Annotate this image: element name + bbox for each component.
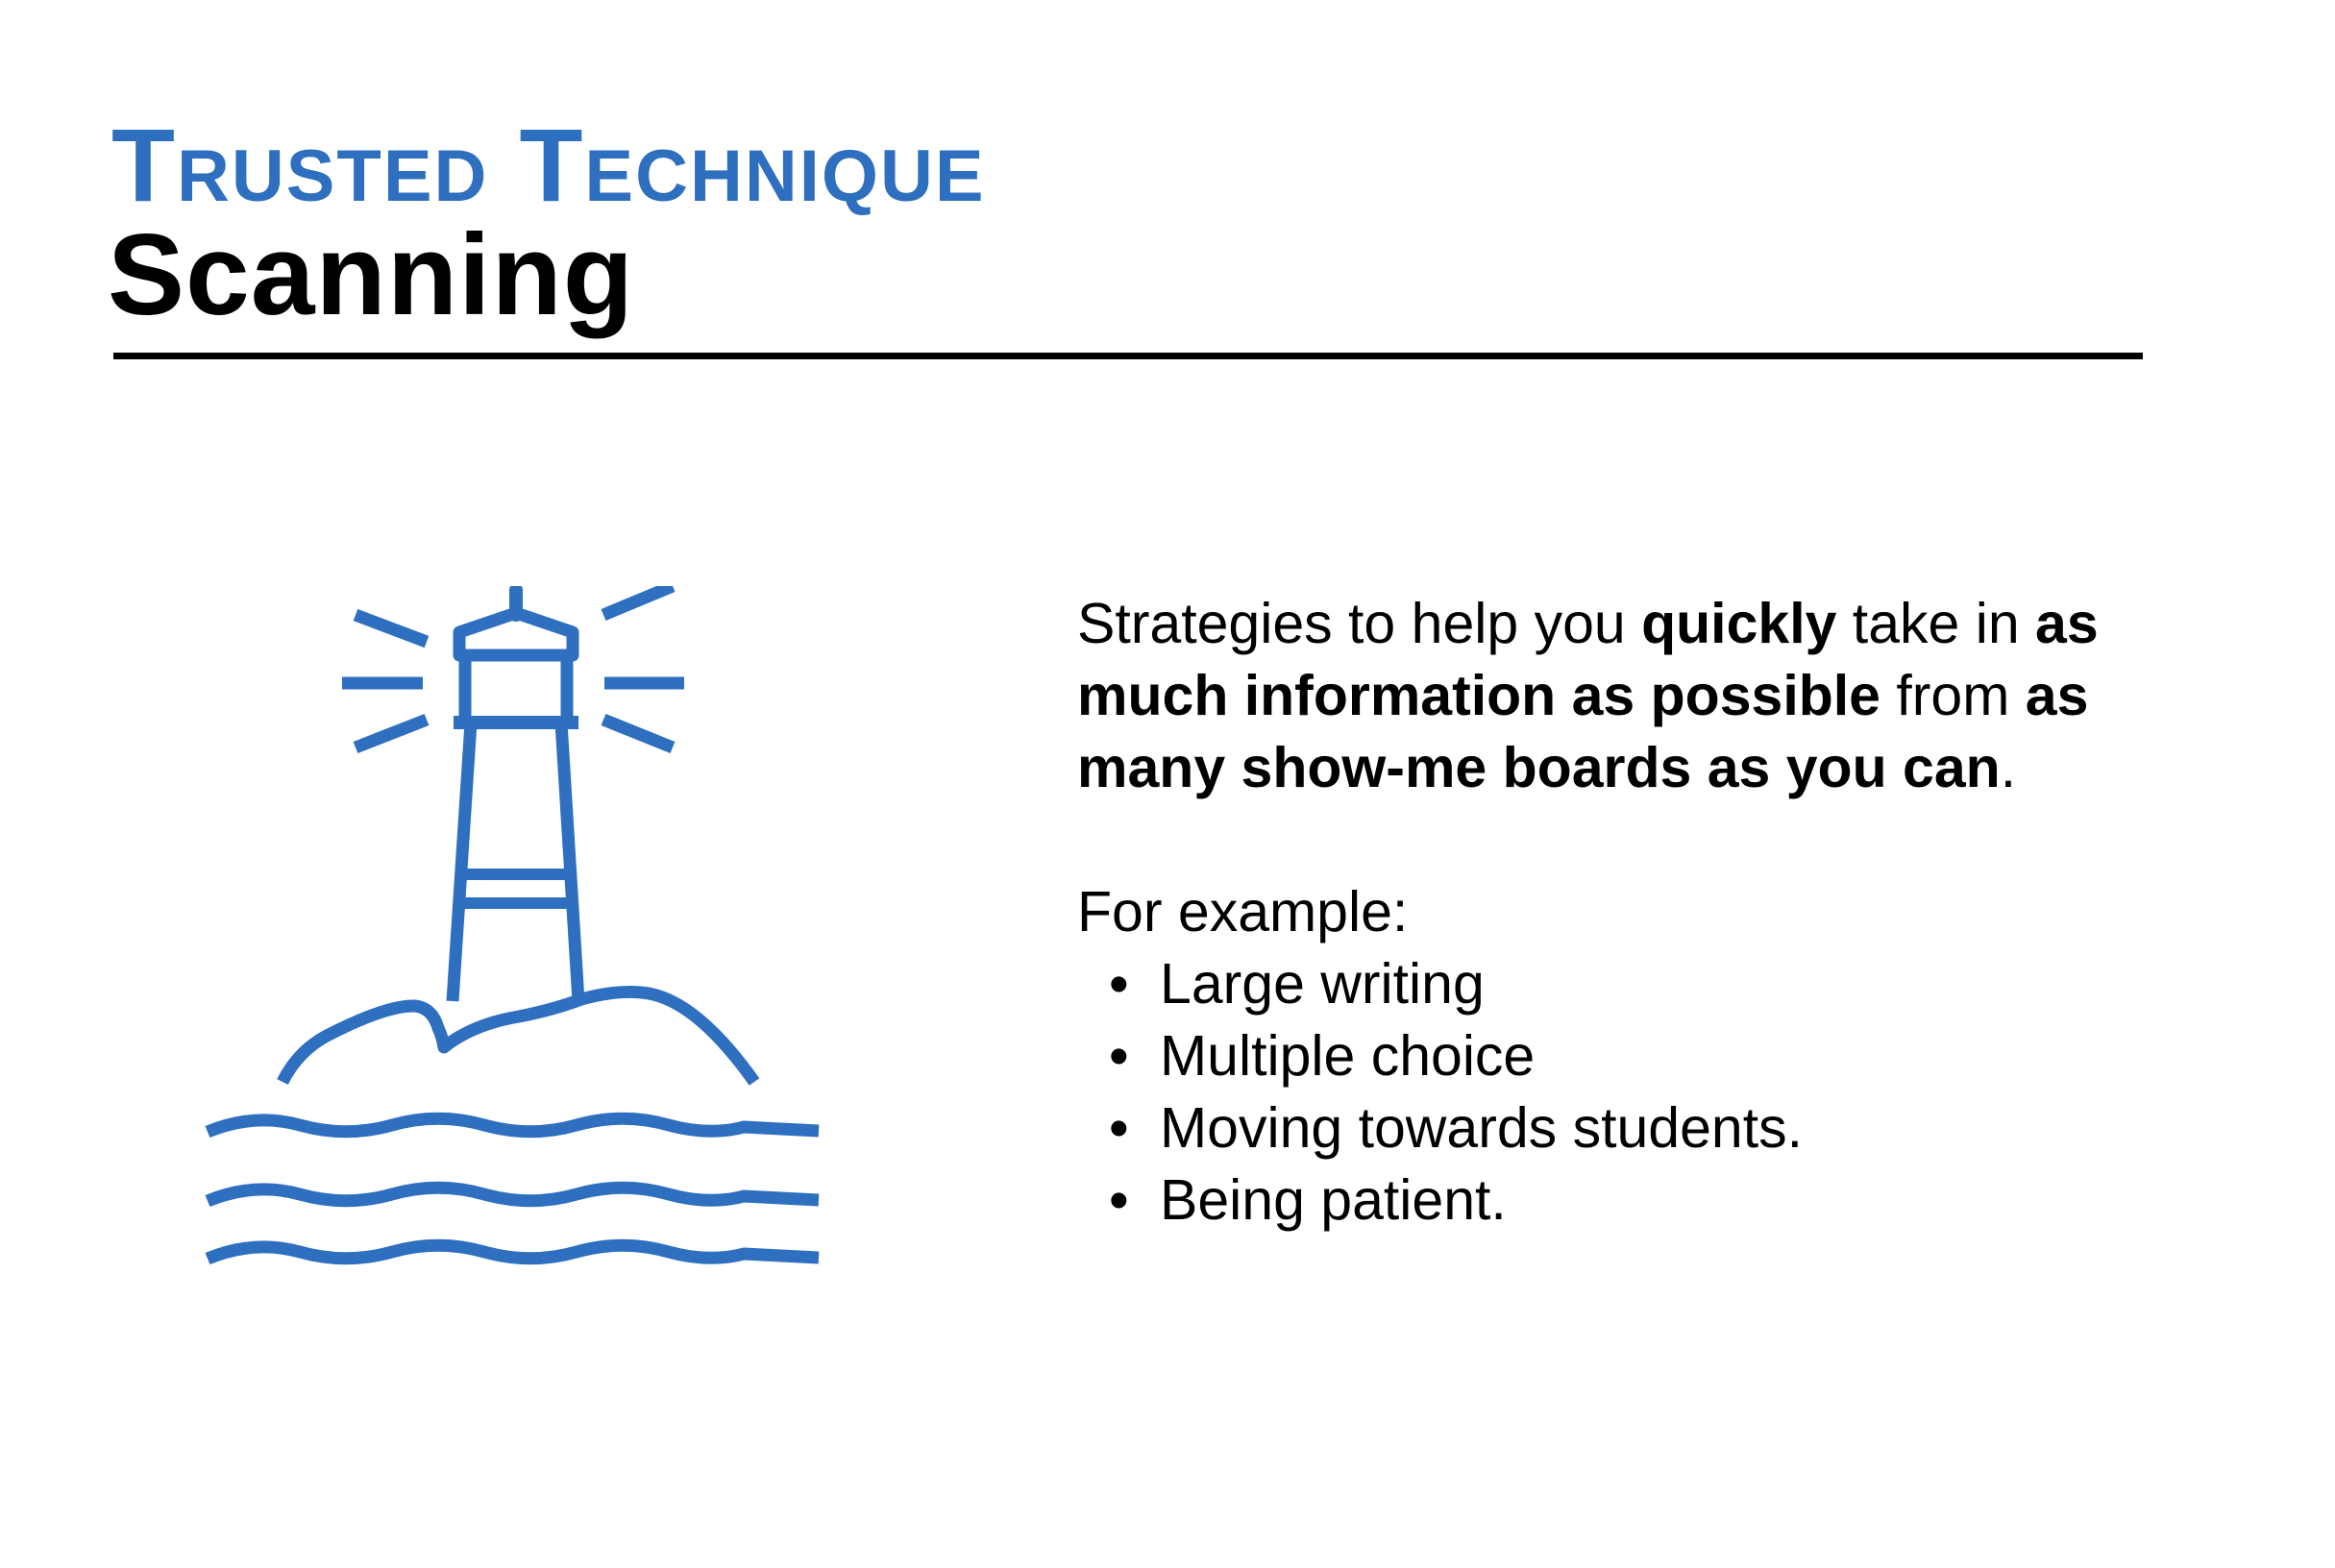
section-kicker: Trusted Technique xyxy=(111,107,986,223)
description-block xyxy=(1077,588,2153,1237)
list-item-label: Moving towards students. xyxy=(1160,1096,1803,1160)
intro-emphasis-quickly: quickly xyxy=(1641,592,1837,655)
title-divider xyxy=(113,353,2143,359)
list-item xyxy=(1077,1164,2153,1237)
list-item-label: Being patient. xyxy=(1160,1168,1507,1232)
intro-text-3: from xyxy=(1880,664,2026,727)
bullet-icon: • xyxy=(1109,952,1129,1016)
bullet-icon: • xyxy=(1109,1024,1129,1088)
list-item-label: Multiple choice xyxy=(1160,1024,1536,1088)
lighthouse-icon xyxy=(192,586,846,1287)
bullet-icon: • xyxy=(1109,1168,1129,1232)
list-item xyxy=(1077,948,2153,1020)
intro-text-4: . xyxy=(2000,736,2017,799)
page-title: Scanning xyxy=(108,210,635,339)
intro-text-2: take in xyxy=(1836,592,2036,655)
example-label: For example: xyxy=(1077,880,1409,943)
example-list xyxy=(1077,948,2153,1237)
intro-emphasis-information: as much information as possible xyxy=(1077,592,2099,727)
intro-paragraph xyxy=(1077,588,2153,804)
intro-emphasis-boards: as many show-me boards as you can xyxy=(1077,664,2089,799)
lighthouse-illustration xyxy=(192,586,846,1287)
list-item xyxy=(1077,1092,2153,1164)
bullet-icon: • xyxy=(1109,1096,1129,1160)
intro-text-1: Strategies to help you xyxy=(1077,592,1642,655)
list-item-label: Large writing xyxy=(1160,952,1485,1016)
list-item xyxy=(1077,1020,2153,1092)
